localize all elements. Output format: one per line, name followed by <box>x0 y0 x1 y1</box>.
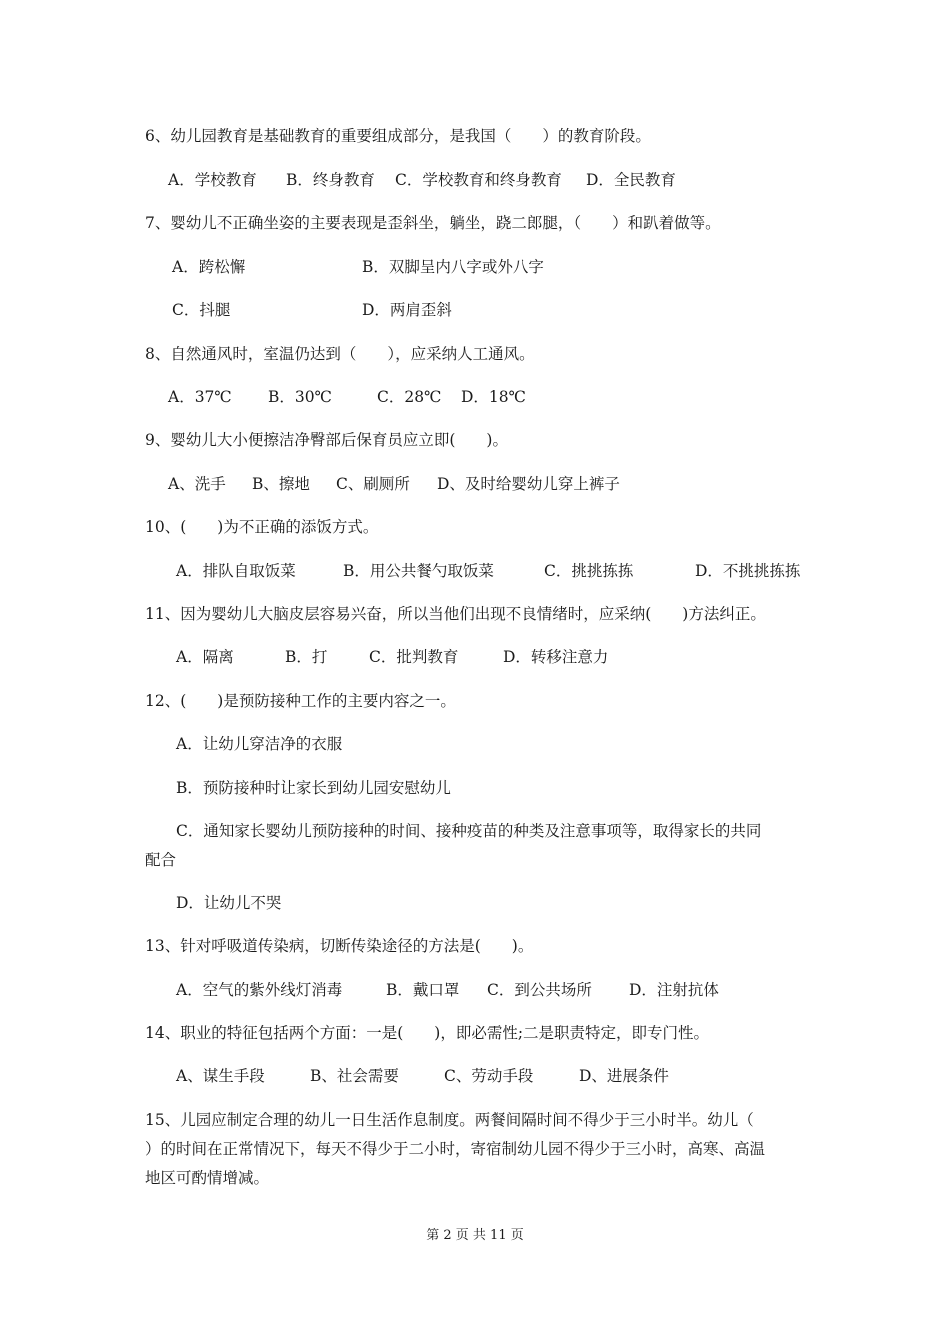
q7-option-b: B．双脚呈内八字或外八字 <box>362 258 544 276</box>
question-12-option-b <box>0 773 950 803</box>
q13-option-b: B．戴口罩 <box>386 981 460 999</box>
q7-option-c: C．抖腿 <box>172 301 231 319</box>
q9-option-a: A、洗手 <box>168 475 226 493</box>
question-9-options <box>0 469 950 499</box>
q10-option-b: B．用公共餐勺取饭菜 <box>343 562 494 580</box>
q12-option-c: C．通知家长婴幼儿预防接种的时间、接种疫苗的种类及注意事项等，取得家长的共同 <box>176 822 762 840</box>
question-11-options <box>0 642 950 672</box>
question-15-line3: 地区可酌情增减。 <box>145 1169 270 1187</box>
question-14-options <box>0 1061 950 1091</box>
question-15-line2: ）的时间在正常情况下，每天不得少于二小时，寄宿制幼儿园不得少于三小时，高寒、高温 <box>145 1140 766 1158</box>
q14-option-b: B、社会需要 <box>310 1067 399 1085</box>
question-15-line1: 15、儿园应制定合理的幼儿一日生活作息制度。两餐间隔时间不得少于三小时半。幼儿（ <box>145 1111 754 1129</box>
question-10-stem: 10、( )为不正确的添饭方式。 <box>145 518 379 536</box>
question-12-option-c-line1 <box>0 816 950 846</box>
q14-option-d: D、进展条件 <box>579 1067 669 1085</box>
question-9-stem: 9、婴幼儿大小便擦洁净臀部后保育员应立即( )。 <box>145 431 508 449</box>
q12-option-d: D．让幼儿不哭 <box>176 894 282 912</box>
q6-option-d: D．全民教育 <box>586 171 676 189</box>
q10-option-c: C．挑挑拣拣 <box>544 562 634 580</box>
question-7-options-row2 <box>0 295 950 325</box>
q7-option-d: D．两肩歪斜 <box>362 301 452 319</box>
question-8-stem: 8、自然通风时，室温仍达到（ ），应采纳人工通风。 <box>145 345 535 363</box>
question-6-stem: 6、幼儿园教育是基础教育的重要组成部分，是我国（ ）的教育阶段。 <box>145 127 651 145</box>
q8-option-a: A．37℃ <box>168 388 232 406</box>
question-7-options-row1 <box>0 252 950 282</box>
question-11-stem: 11、因为婴幼儿大脑皮层容易兴奋，所以当他们出现不良情绪时，应采纳( )方法纠正。 <box>145 605 766 623</box>
q9-option-d: D、及时给婴幼儿穿上裤子 <box>437 475 620 493</box>
question-12-stem: 12、( )是预防接种工作的主要内容之一。 <box>145 692 456 710</box>
q14-option-a: A、谋生手段 <box>176 1067 265 1085</box>
q11-option-a: A．隔离 <box>176 648 234 666</box>
q13-option-a: A．空气的紫外线灯消毒 <box>176 981 343 999</box>
q11-option-c: C．批判教育 <box>369 648 459 666</box>
question-8-options <box>0 382 950 412</box>
q10-option-d: D．不挑挑拣拣 <box>695 562 801 580</box>
q8-option-c: C．28℃ <box>377 388 442 406</box>
q9-option-b: B、擦地 <box>252 475 310 493</box>
page-number-footer: 第 2 页 共 11 页 <box>426 1228 524 1243</box>
q6-option-c: C．学校教育和终身教育 <box>395 171 562 189</box>
q12-option-b: B．预防接种时让家长到幼儿园安慰幼儿 <box>176 779 451 797</box>
q12-option-a: A．让幼儿穿洁净的衣服 <box>176 735 343 753</box>
q10-option-a: A．排队自取饭菜 <box>176 562 296 580</box>
question-12-option-a <box>0 729 950 759</box>
q11-option-d: D．转移注意力 <box>503 648 609 666</box>
question-10-options <box>0 556 950 586</box>
q8-option-b: B．30℃ <box>268 388 332 406</box>
question-12-option-c-line2: 配合 <box>145 851 177 869</box>
q14-option-c: C、劳动手段 <box>444 1067 534 1085</box>
q9-option-c: C、刷厕所 <box>336 475 410 493</box>
question-13-options <box>0 975 950 1005</box>
question-12-option-d <box>0 888 950 918</box>
question-13-stem: 13、针对呼吸道传染病，切断传染途径的方法是( )。 <box>145 937 534 955</box>
q7-option-a: A．跨松懈 <box>172 258 246 276</box>
question-7-stem: 7、婴幼儿不正确坐姿的主要表现是歪斜坐，躺坐，跷二郎腿，（ ）和趴着做等。 <box>145 214 721 232</box>
q11-option-b: B．打 <box>285 648 328 666</box>
q13-option-c: C．到公共场所 <box>487 981 592 999</box>
question-14-stem: 14、职业的特征包括两个方面：一是( )，即必需性;二是职责特定，即专门性。 <box>145 1024 710 1042</box>
question-6-options <box>0 165 950 195</box>
q8-option-d: D．18℃ <box>461 388 526 406</box>
q6-option-b: B．终身教育 <box>286 171 375 189</box>
q13-option-d: D．注射抗体 <box>629 981 719 999</box>
q6-option-a: A．学校教育 <box>168 171 257 189</box>
